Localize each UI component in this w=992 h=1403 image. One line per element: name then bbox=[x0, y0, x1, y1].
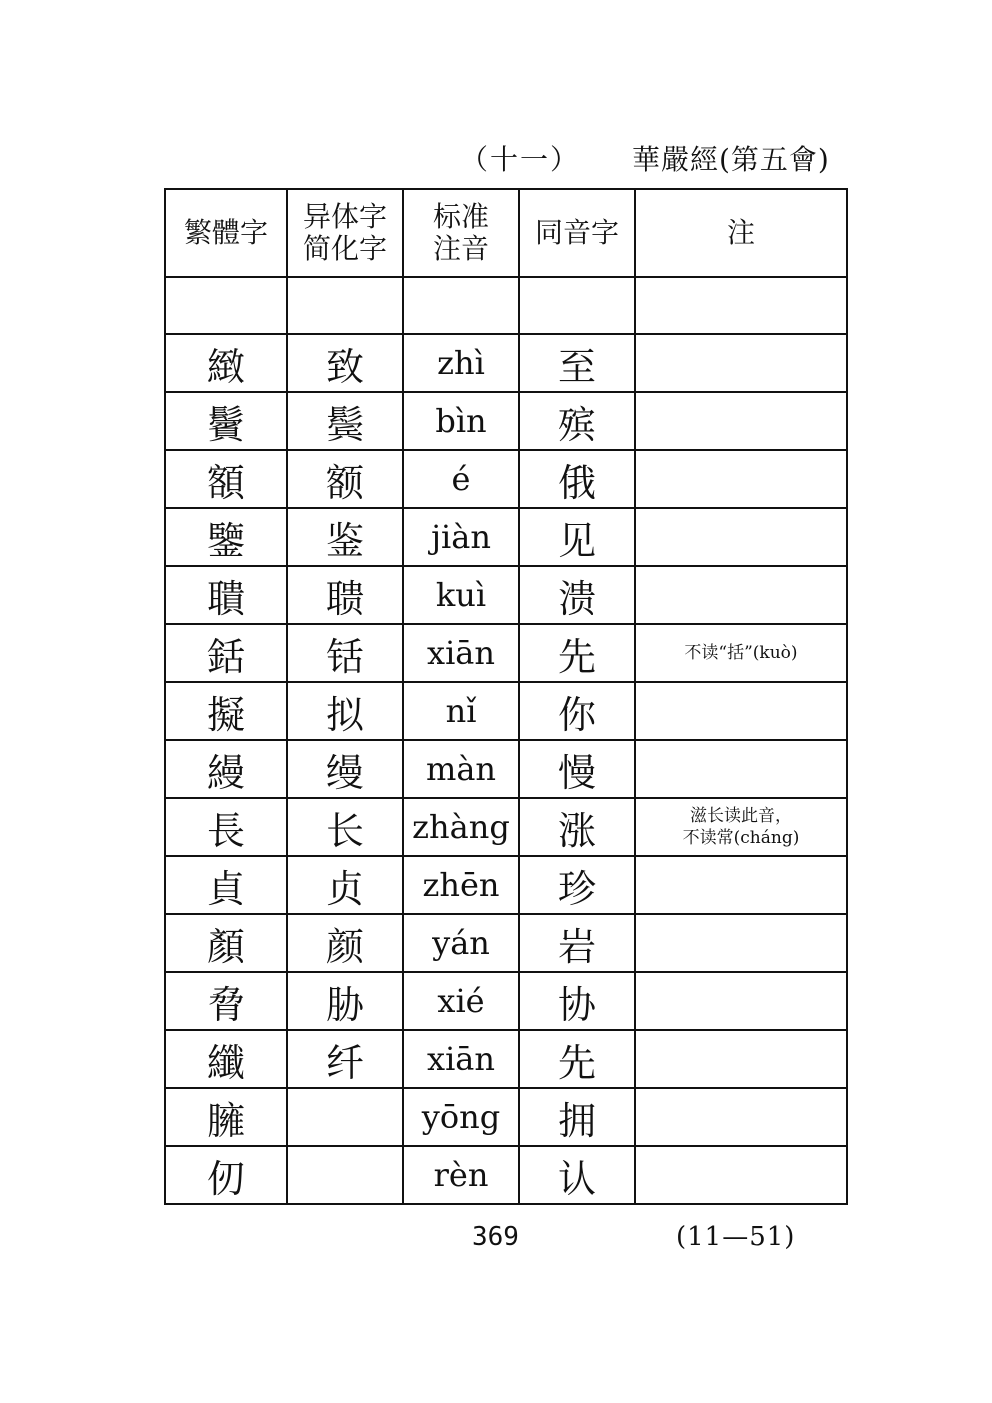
cell-note bbox=[635, 1146, 847, 1204]
cell-traditional: 擬 bbox=[165, 682, 287, 740]
cell-homophone: 至 bbox=[519, 334, 635, 392]
cell-pinyin: bìn bbox=[403, 392, 519, 450]
cell-pinyin: nǐ bbox=[403, 682, 519, 740]
cell-traditional: 銛 bbox=[165, 624, 287, 682]
cell-pinyin: jiàn bbox=[403, 508, 519, 566]
cell-traditional: 鬢 bbox=[165, 392, 287, 450]
cell-homophone: 先 bbox=[519, 624, 635, 682]
cell-homophone: 你 bbox=[519, 682, 635, 740]
cell-homophone: 见 bbox=[519, 508, 635, 566]
cell-traditional: 額 bbox=[165, 450, 287, 508]
cell-pinyin: zhì bbox=[403, 334, 519, 392]
cell-simplified bbox=[287, 1146, 403, 1204]
cell-simplified: 胁 bbox=[287, 972, 403, 1030]
table-row bbox=[165, 1030, 847, 1088]
cell-homophone: 慢 bbox=[519, 740, 635, 798]
cell-traditional: 長 bbox=[165, 798, 287, 856]
cell-pinyin: yōng bbox=[403, 1088, 519, 1146]
cell-simplified: 额 bbox=[287, 450, 403, 508]
cell-traditional: 緻 bbox=[165, 334, 287, 392]
book-title: 華嚴經(第五會) bbox=[632, 143, 830, 176]
table-cell bbox=[165, 277, 287, 334]
table-header-row bbox=[165, 189, 847, 277]
table-row bbox=[165, 450, 847, 508]
table-row bbox=[165, 914, 847, 972]
table-cell bbox=[635, 277, 847, 334]
cell-homophone: 先 bbox=[519, 1030, 635, 1088]
table-row bbox=[165, 624, 847, 682]
page-number: 369 bbox=[472, 1222, 519, 1252]
cell-homophone: 殡 bbox=[519, 392, 635, 450]
column-header-traditional: 繁體字 bbox=[165, 189, 287, 277]
cell-simplified: 鉴 bbox=[287, 508, 403, 566]
cell-homophone: 拥 bbox=[519, 1088, 635, 1146]
table-row bbox=[165, 798, 847, 856]
cell-note: 不读“括”(kuò) bbox=[635, 624, 847, 682]
table-cell bbox=[403, 277, 519, 334]
cell-pinyin: xiān bbox=[403, 1030, 519, 1088]
cell-simplified: 致 bbox=[287, 334, 403, 392]
cell-note bbox=[635, 1030, 847, 1088]
cell-homophone: 珍 bbox=[519, 856, 635, 914]
cell-traditional: 纖 bbox=[165, 1030, 287, 1088]
cell-pinyin: kuì bbox=[403, 566, 519, 624]
cell-simplified: 缦 bbox=[287, 740, 403, 798]
table-row bbox=[165, 740, 847, 798]
cell-simplified: 拟 bbox=[287, 682, 403, 740]
cell-simplified: 颜 bbox=[287, 914, 403, 972]
cell-pinyin: xiān bbox=[403, 624, 519, 682]
table-row bbox=[165, 1146, 847, 1204]
table-row bbox=[165, 972, 847, 1030]
cell-note: 滋长读此音， 不读常(cháng) bbox=[635, 798, 847, 856]
cell-note bbox=[635, 682, 847, 740]
cell-homophone: 俄 bbox=[519, 450, 635, 508]
cell-note bbox=[635, 566, 847, 624]
column-header-simplified: 异体字 简化字 bbox=[287, 189, 403, 277]
cell-simplified: 纤 bbox=[287, 1030, 403, 1088]
cell-pinyin: é bbox=[403, 450, 519, 508]
cell-pinyin: xié bbox=[403, 972, 519, 1030]
cell-note bbox=[635, 972, 847, 1030]
cell-pinyin: zhàng bbox=[403, 798, 519, 856]
cell-pinyin: yán bbox=[403, 914, 519, 972]
cell-traditional: 聵 bbox=[165, 566, 287, 624]
cell-note bbox=[635, 450, 847, 508]
table-row bbox=[165, 392, 847, 450]
cell-note bbox=[635, 1088, 847, 1146]
cell-traditional: 仞 bbox=[165, 1146, 287, 1204]
cell-traditional: 鑒 bbox=[165, 508, 287, 566]
cell-homophone: 协 bbox=[519, 972, 635, 1030]
cell-note bbox=[635, 334, 847, 392]
cell-traditional: 縵 bbox=[165, 740, 287, 798]
section-label: （十一） bbox=[460, 143, 581, 176]
table-row bbox=[165, 856, 847, 914]
cell-pinyin: zhēn bbox=[403, 856, 519, 914]
table-row bbox=[165, 1088, 847, 1146]
cell-pinyin: rèn bbox=[403, 1146, 519, 1204]
cell-simplified: 聩 bbox=[287, 566, 403, 624]
column-header-homophone: 同音字 bbox=[519, 189, 635, 277]
table-cell bbox=[519, 277, 635, 334]
cell-simplified: 铦 bbox=[287, 624, 403, 682]
cell-traditional: 臃 bbox=[165, 1088, 287, 1146]
cell-simplified: 鬓 bbox=[287, 392, 403, 450]
cell-homophone: 岩 bbox=[519, 914, 635, 972]
cell-traditional: 貞 bbox=[165, 856, 287, 914]
cell-simplified bbox=[287, 1088, 403, 1146]
page-code: (11—51) bbox=[676, 1222, 796, 1252]
cell-simplified: 长 bbox=[287, 798, 403, 856]
cell-homophone: 溃 bbox=[519, 566, 635, 624]
table-row bbox=[165, 682, 847, 740]
table-row bbox=[165, 334, 847, 392]
cell-traditional: 脅 bbox=[165, 972, 287, 1030]
cell-note bbox=[635, 392, 847, 450]
cell-note bbox=[635, 508, 847, 566]
cell-traditional: 顏 bbox=[165, 914, 287, 972]
table-cell bbox=[287, 277, 403, 334]
table-row bbox=[165, 566, 847, 624]
table-row bbox=[165, 508, 847, 566]
character-table bbox=[164, 188, 848, 1205]
cell-simplified: 贞 bbox=[287, 856, 403, 914]
cell-note bbox=[635, 856, 847, 914]
table-row-empty bbox=[165, 277, 847, 334]
column-header-note: 注 bbox=[635, 189, 847, 277]
column-header-pinyin: 标准 注音 bbox=[403, 189, 519, 277]
cell-note bbox=[635, 740, 847, 798]
cell-pinyin: màn bbox=[403, 740, 519, 798]
cell-homophone: 涨 bbox=[519, 798, 635, 856]
cell-note bbox=[635, 914, 847, 972]
cell-homophone: 认 bbox=[519, 1146, 635, 1204]
